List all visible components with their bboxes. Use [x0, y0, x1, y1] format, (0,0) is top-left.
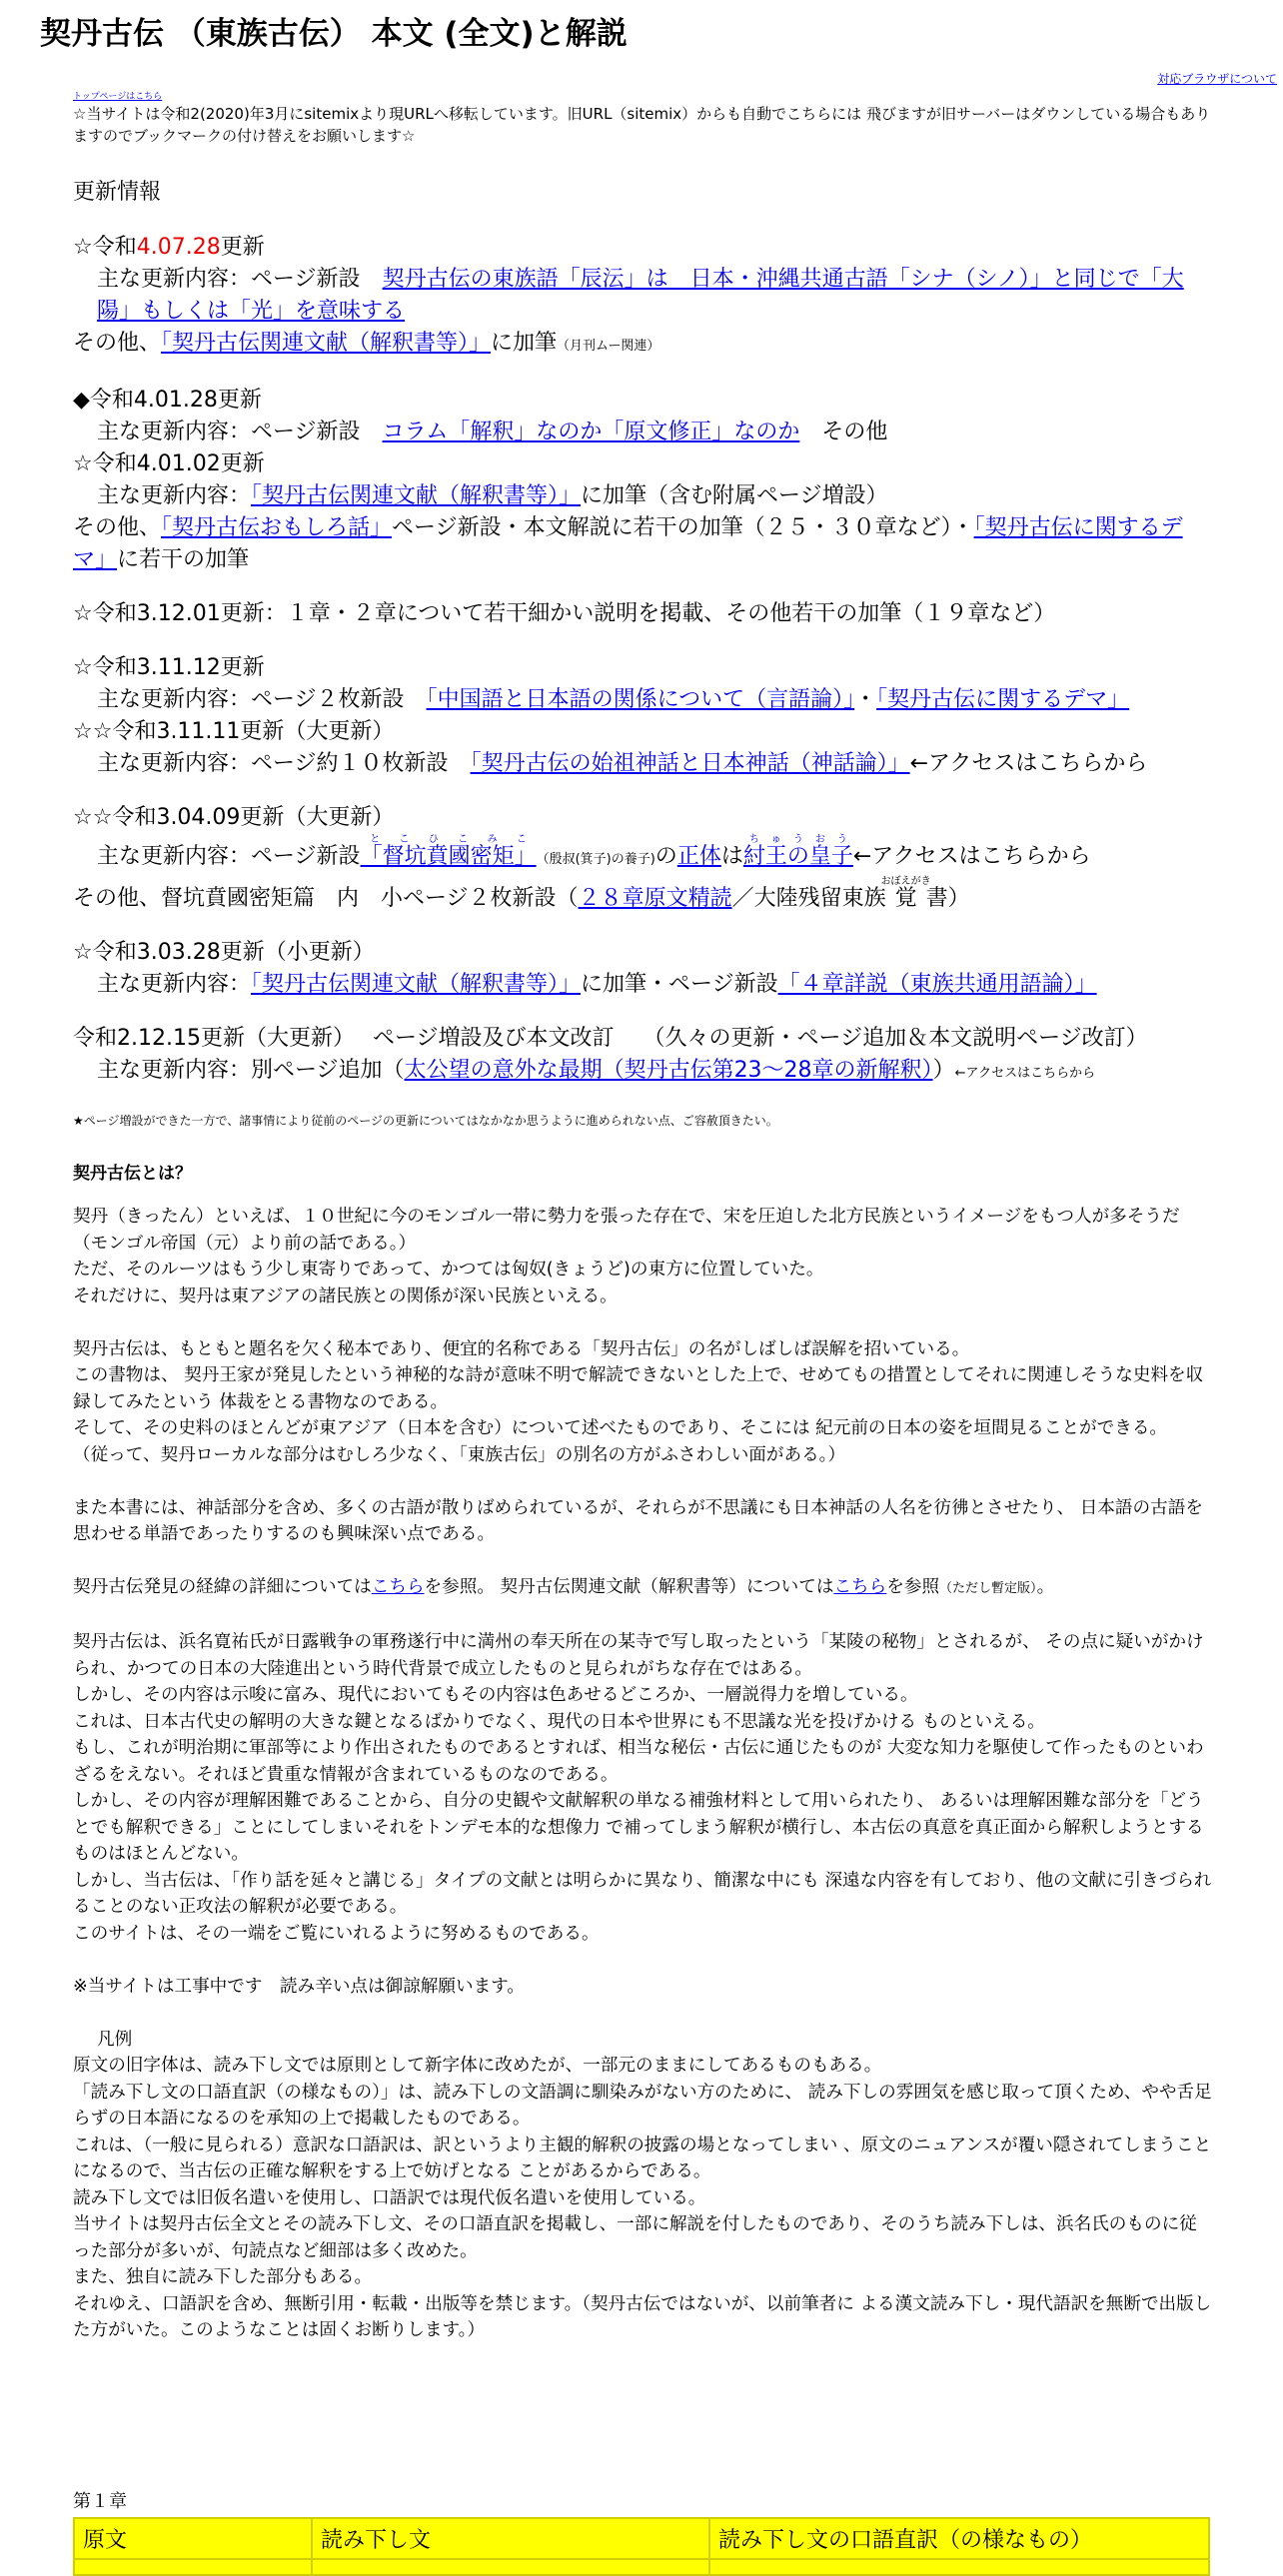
tokohikomiko-link[interactable] [360, 834, 537, 869]
about-line: 契丹古伝は、浜名寛祐氏が日露戦争の軍務遂行中に満州の奉天所在の某寺で写し取ったという「某陵の秘物」とされるが、 その点に疑いがかけられ、かつての日本の大陸進出という時代背景で成立したものと見られがちな存在ではある。 [73, 1632, 1204, 1679]
about-line: この書物は、 契丹王家が発見したという神秘的な詩が意味不明で解読できないとした上で、せめてもの措置としてそれに関連しそうな史料を収録してみたという 体裁をとる書物なのである。 [73, 1365, 1204, 1412]
update-small-note: ←アクセスはこちらから [954, 1066, 1096, 1081]
update-small-note: （月刊ムー関連） [557, 339, 660, 354]
about-text: 契丹古伝発見の経緯の詳細については [73, 1577, 372, 1597]
about-line: また本書には、神話部分を含め、多くの古語が散りばめられているが、それらが不思議にも日本神話の人名を彷彿とさせたり、 日本語の古語を思わせる単語であったりするのも興味深い点である。 [73, 1497, 1203, 1544]
about-refs [73, 1574, 1212, 1603]
taikobo-link[interactable]: 太公望の意外な最期（契丹古伝第23～28章の新解釈） [404, 1058, 933, 1083]
identity-link[interactable]: 正体 [676, 844, 721, 869]
update-main [73, 480, 1212, 512]
about-text: を参照。 契丹古伝関連文献（解釈書等）については [424, 1577, 834, 1597]
update-label: 主な更新内容：別ページ追加（ [97, 1058, 405, 1083]
update-other [73, 512, 1212, 576]
about-line: これは、日本古代史の解明の大きな鍵となるばかりでなく、現代の日本や世界にも不思議な光を投げかける ものといえる。 [73, 1711, 1045, 1732]
update-text: ／大陸残留東族 [731, 886, 886, 911]
construction-note: ※当サイトは工事中です 読み辛い点は御諒解願います。 [73, 1976, 525, 1997]
table-cell [74, 2559, 312, 2575]
update-text: ←アクセスはこちらから [909, 751, 1148, 776]
update-main [73, 969, 1212, 1001]
update-text: に加筆 [491, 331, 558, 356]
update-text: に加筆（含む附属ページ増設） [581, 483, 888, 508]
update-title: 令和2.12.15更新（大更新） ページ増設及び本文改訂 （久々の更新・ページ追加＆本文説明ページ改訂） [73, 1026, 1148, 1051]
ruby-reading: ちゅうおう [742, 834, 853, 845]
chapter4-link[interactable]: 「４章詳説（東族共通用語論）」 [777, 972, 1097, 997]
page-title: 契丹古伝 （東族古伝） 本文 (全文)と解説 [40, 16, 628, 52]
update-date-highlight: 4.07.28 [136, 235, 221, 260]
prince-link[interactable] [742, 834, 853, 869]
hoax-page-link[interactable]: 「契丹古伝に関するデマ」 [73, 515, 1183, 572]
update-date-prefix: ☆令和 [73, 235, 137, 260]
about-line: このサイトは、その一端をご覧にいれるように努めるものである。 [73, 1923, 600, 1944]
legend-line: それゆえ、口語訳を含め、無断引用・転載・出版等を禁じます。（契丹古伝ではないが、以前筆者に よる漢文読み下し・現代語訳を無断で出版した方がいた。このようなことは固くお断りします。） [73, 2293, 1212, 2340]
legend-line: 「読み下し文の口語直訳（の様なもの）」は、読み下しの文語調に馴染みがない方のために、 読み下しの雰囲気を感じ取って頂くため、やや舌足らずの日本語になるのを承知の上で掲載したものである。 [73, 2082, 1212, 2129]
migration-notice: ☆当サイトは令和2(2020)年3月にsitemixより現URLへ移転しています。旧URL（sitemix）からも自動でこちらには 飛びますが旧サーバーはダウンしている場合もありますのでブックマークの付け替えをお願いします☆ [73, 105, 1211, 145]
update-label: 主な更新内容： [97, 483, 252, 508]
column-link[interactable]: コラム「解釈」なのか「原文修正」なのか [382, 420, 800, 444]
column-header-reading: 読み下し文 [312, 2518, 709, 2559]
literature-link[interactable]: 「契丹古伝関連文献（解釈書等）」 [161, 331, 492, 356]
update-label: 主な更新内容：ページ約１０枚新設 [97, 751, 471, 776]
literature-link[interactable]: こちら [833, 1577, 887, 1597]
update-title: ◆令和4.01.28更新 [73, 388, 262, 413]
update-title: ☆☆令和3.04.09更新（大更新） [73, 805, 395, 830]
update-label: 主な更新内容： [97, 972, 252, 997]
update-main [73, 684, 1212, 716]
about-line: もし、これが明治期に軍部等により作出されたものであるとすれば、相当な秘伝・古伝に通じたものが 大変な知力を駆使して作ったものといわざるをえない。それほど貴重な情報が含まれているものなのである。 [73, 1738, 1204, 1785]
update-label: 主な更新内容：ページ新設 [97, 267, 383, 292]
update-small-note: （殷叔(箕子)の養子) [536, 852, 655, 867]
language-theory-link[interactable]: 「中国語と日本語の関係について（言語論）」 [426, 687, 855, 712]
updates-heading: 更新情報 [73, 180, 162, 205]
main-content [73, 92, 1212, 2344]
mythology-link[interactable]: 「契丹古伝の始祖神話と日本神話（神話論）」 [470, 751, 910, 776]
chapter28-link[interactable]: ２８章原文精読 [578, 886, 732, 911]
update-text: の [654, 844, 677, 869]
update-label: その他、 [73, 331, 162, 356]
about-line: 契丹古伝は、もともと題名を欠く秘本であり、便宜的名称である「契丹古伝」の名がしばしば誤解を招いている。 [73, 1338, 970, 1359]
update-title: ☆令和3.03.28更新（小更新） [73, 940, 375, 965]
chapter-label: 第１章 [73, 2491, 127, 2512]
shina-page-link[interactable]: 契丹古伝の東族語「辰沄」は 日本・沖縄共通古語「シナ（シノ）」と同じで「大陽」もしくは「光」を意味する [97, 267, 1184, 324]
update-text: に加筆・ページ新設 [581, 972, 778, 997]
update-text: ←アクセスはこちらから [852, 844, 1091, 869]
table-cell [312, 2559, 709, 2575]
update-other [73, 328, 1212, 363]
about-line: それだけに、契丹は東アジアの諸民族との関係が深い民族といえる。 [73, 1286, 618, 1306]
update-title: ☆令和3.12.01更新：１章・２章について若干細かい説明を掲載、その他若干の加筆（１９章など） [73, 601, 1056, 626]
about-text: 。 [1036, 1577, 1055, 1597]
column-header-translation: 読み下し文の口語直訳（の様なもの） [709, 2518, 1209, 2559]
legend-line: また、独自に読み下した部分もある。 [73, 2267, 373, 2287]
update-date-suffix: 更新 [220, 235, 265, 260]
about-line: しかし、その内容が理解困難であることから、自分の史観や文献解釈の単なる補強材料として用いられたり、 あるいは理解困難な部分を「どうとでも解釈できる」ことにしてしまいそれをトンデモ本的な想像力 で補ってしまう解釈が横行し、本古伝の真意を真正面から解釈しようとするものはほとんどない。 [73, 1791, 1204, 1864]
literature-link[interactable]: 「契丹古伝関連文献（解釈書等）」 [251, 483, 582, 508]
legend-line: これは、（一般に見られる）意訳な口語訳は、訳というより主観的解釈の披露の場となってしまい 、原文のニュアンスが覆い隠されてしまうことになるので、当古伝の正確な解釈をする上で妨げとなる ことがあるからである。 [73, 2135, 1212, 2181]
update-main [73, 417, 1212, 448]
update-label: その他、 [73, 515, 162, 540]
about-line: （従って、契丹ローカルな部分はむしろ少なく、「東族古伝」の別名の方がふさわしい面がある。） [73, 1444, 846, 1465]
update-label: 主な更新内容：ページ新設 [97, 420, 383, 444]
about-line: しかし、その内容は示唆に富み、現代においてもその内容は色あせるどころか、一層説得力を増している。 [73, 1685, 918, 1705]
discovery-link[interactable]: こちら [371, 1577, 425, 1597]
update-text: その他、督坑賁國密矩篇 内 小ページ２枚新設（ [73, 886, 579, 911]
update-main [73, 264, 1212, 328]
update-title: ☆☆令和3.11.11更新（大更新） [73, 719, 395, 744]
literature-link[interactable]: 「契丹古伝関連文献（解釈書等）」 [251, 972, 582, 997]
update-main [73, 834, 1212, 876]
update-label: 主な更新内容：ページ２枚新設 [97, 687, 427, 712]
update-text: その他 [799, 420, 888, 444]
ruby-base: 覚 [880, 886, 931, 911]
separator: ・ [854, 687, 877, 712]
table-cell [709, 2559, 1209, 2575]
update-title [73, 232, 1212, 264]
ruby-reading: おぼえがき [880, 876, 931, 887]
update-main [73, 1055, 1212, 1090]
update-label: 主な更新内容：ページ新設 [97, 844, 361, 869]
update-other [73, 876, 1212, 915]
legend-title: 凡例 [97, 2029, 133, 2050]
update-title: ☆令和3.11.12更新 [73, 655, 265, 680]
about-section [73, 1204, 1212, 2344]
update-text: ） [932, 1058, 955, 1083]
about-line: 契丹（きったん）といえば、１０世紀に今のモンゴル一帯に勢力を張った存在で、宋を圧迫した北方民族というイメージをもつ人が多そうだ（モンゴル帝国（元）より前の話である。） [73, 1207, 1180, 1254]
column-header-original: 原文 [74, 2518, 312, 2559]
update-text: は [720, 844, 743, 869]
hoax-page-link[interactable]: 「契丹古伝に関するデマ」 [876, 687, 1130, 712]
legend-line: 読み下し文では旧仮名遣いを使用し、口語訳では現代仮名遣いを使用している。 [73, 2187, 706, 2208]
about-line: ただ、そのルーツはもう少し東寄りであって、かつては匈奴(きょうど)の東方に位置していた。 [73, 1260, 824, 1280]
top-page-link[interactable]: トップページはこちら [73, 92, 163, 102]
chapter-table [73, 2517, 1210, 2576]
about-line: しかし、当古伝は、「作り話を延々と講じる」タイプの文献とは明らかに異なり、簡潔な中にも 深遠な内容を有しており、他の文献に引きづられることのない正攻法の解釈が必要である。 [73, 1870, 1212, 1917]
update-text: ページ新設・本文解説に若干の加筆（２５・３０章など）・ [392, 515, 974, 540]
about-small-note: （ただし暫定版） [939, 1581, 1037, 1596]
interesting-stories-link[interactable]: 「契丹古伝おもしろ話」 [161, 515, 393, 540]
table-row [74, 2559, 1209, 2575]
update-title: ☆令和4.01.02更新 [73, 451, 265, 476]
about-text: を参照 [886, 1577, 940, 1597]
update-note: ★ページ増設ができた一方で、諸事情により従前のページの更新についてはなかなか思うように進められない点、ご容赦頂きたい。 [73, 1114, 778, 1128]
update-main [73, 748, 1212, 780]
about-line: そして、その史料のほとんどが東アジア（日本を含む）について述べたものであり、そこには 紀元前の日本の姿を垣間見ることができる。 [73, 1418, 1168, 1438]
tokohikomiko-text: 「督坑賁國密矩」 [360, 844, 537, 869]
update-text: 書） [925, 886, 970, 911]
ruby-reading: とこひこみこ [360, 834, 537, 845]
legend-line: 原文の旧字体は、読み下し文では原則として新字体に改めたが、一部元のままにしてあるものもある。 [73, 2056, 882, 2076]
update-text: に若干の加筆 [117, 547, 250, 572]
prince-text: 紂王の皇子 [742, 844, 853, 869]
table-header-row [74, 2518, 1209, 2559]
supported-browsers-link[interactable]: 対応ブラウザについて [1157, 72, 1277, 86]
about-heading: 契丹古伝とは？ [73, 1164, 192, 1184]
legend-line: 当サイトは契丹古伝全文とその読み下し文、その口語直訳を掲載し、一部に解説を付したものであり、そのうち読み下しは、浜名氏のものに従った部分が多いが、句読点など細部は多く改めた。 [73, 2214, 1197, 2261]
update-list [73, 232, 1212, 1090]
